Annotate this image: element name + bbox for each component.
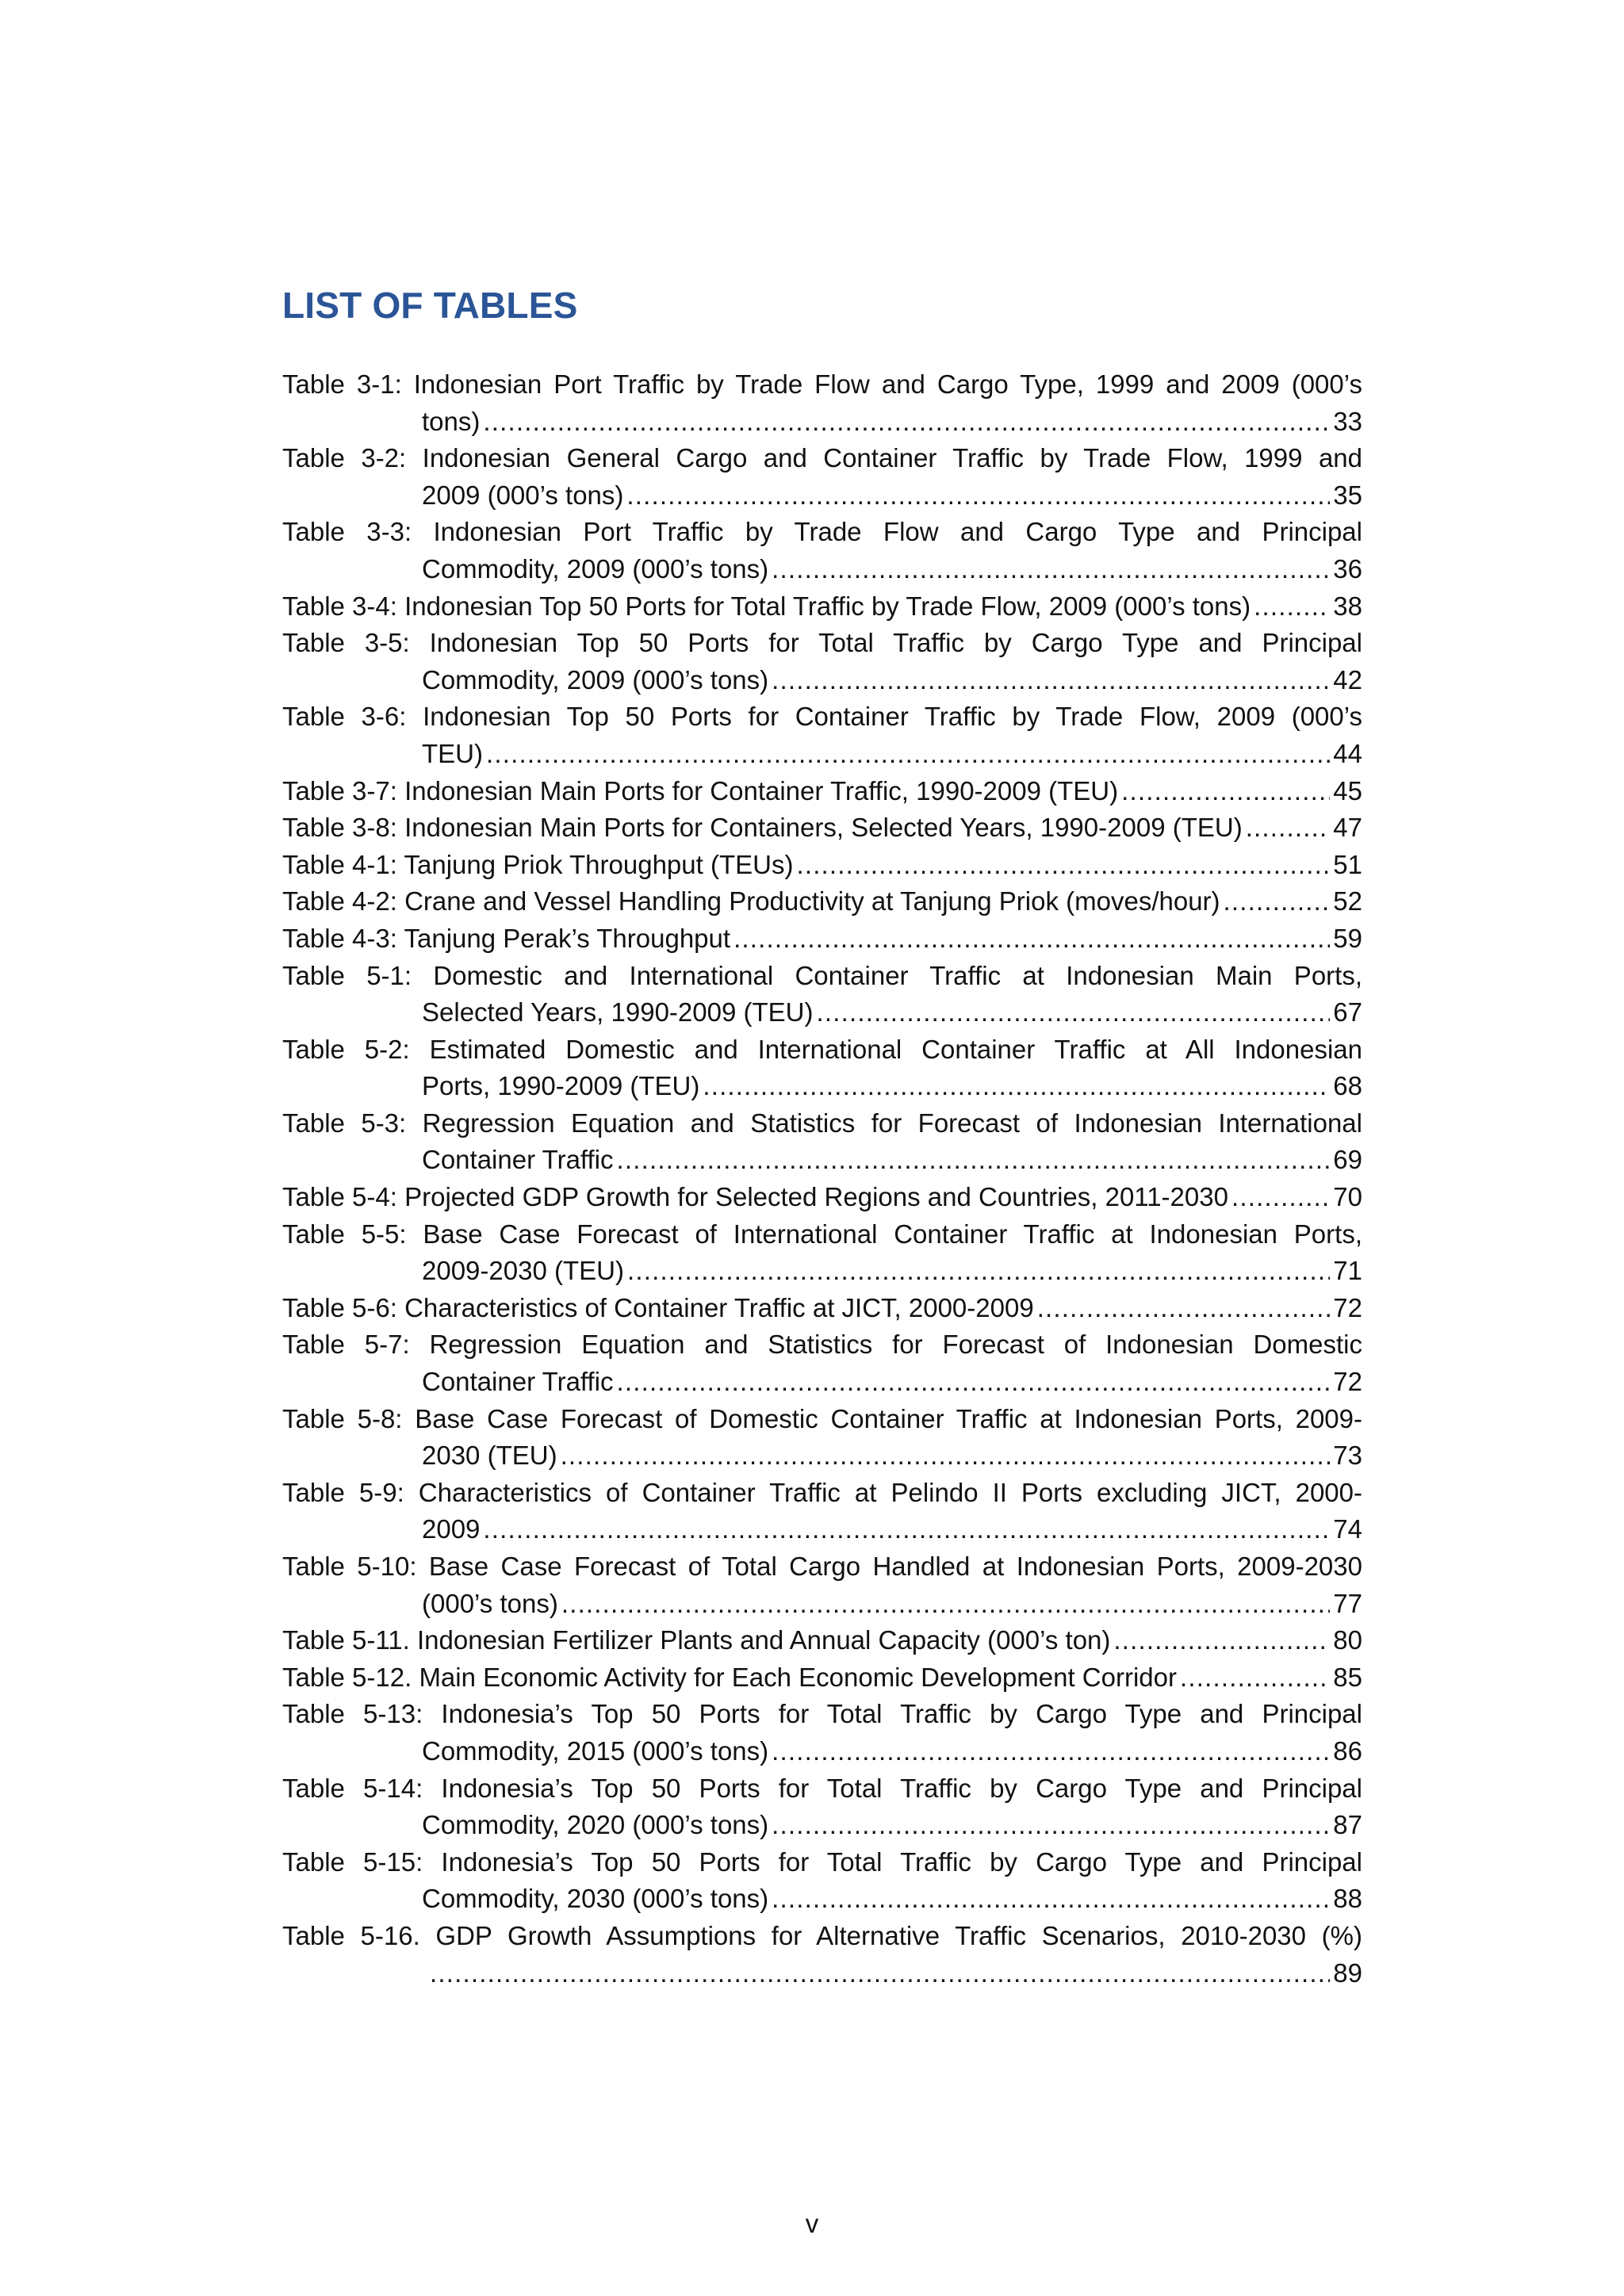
toc-page-number: 68	[1333, 1071, 1362, 1101]
toc-entry-text: Table 4-1: Tanjung Priok Throughput (TEUs)	[282, 849, 794, 879]
toc-entry[interactable]	[282, 1105, 1362, 1179]
toc-entry[interactable]	[282, 809, 1362, 847]
toc-entry-continuation	[282, 1586, 1362, 1623]
toc-page-number: 89	[1333, 1957, 1362, 1988]
toc-entry-line	[282, 847, 1362, 884]
toc-page-number: 71	[1333, 1256, 1362, 1286]
toc-entry-text: tons)	[422, 406, 481, 436]
toc-entry-line	[282, 1326, 1362, 1364]
toc-entry-text: Table 5-1: Domestic and International Container Traffic at Indonesian Main Ports,	[282, 960, 1362, 990]
toc-entry[interactable]	[282, 1475, 1362, 1548]
toc-entry-line	[282, 1548, 1362, 1586]
toc-entry-continuation	[282, 1364, 1362, 1401]
toc-entry-text: TEU)	[422, 738, 483, 768]
toc-entry-text: Selected Years, 1990-2009 (TEU)	[422, 997, 814, 1027]
toc-entry-continuation	[282, 1955, 1362, 1992]
toc-entry-continuation	[282, 1253, 1362, 1290]
dot-leader	[483, 404, 1330, 441]
toc-entry-line	[282, 1770, 1362, 1808]
toc-entry-continuation	[282, 994, 1362, 1031]
toc-entry-text: Table 3-4: Indonesian Top 50 Ports for Total Traffic by Trade Flow, 2009 (000’s tons)	[282, 591, 1251, 621]
toc-entry-line	[282, 773, 1362, 810]
toc-entry-text: Table 5-7: Regression Equation and Statistics for Forecast of Indonesian Domestic	[282, 1330, 1362, 1360]
toc-entry-line	[282, 1659, 1362, 1697]
toc-entry[interactable]	[282, 1216, 1362, 1290]
toc-entry-text: Commodity, 2015 (000’s tons)	[422, 1735, 769, 1766]
toc-page-number: 69	[1333, 1145, 1362, 1175]
toc-entry[interactable]	[282, 1844, 1362, 1918]
toc-page-number: 36	[1333, 553, 1362, 584]
toc-page-number: 35	[1333, 480, 1362, 510]
toc-entry[interactable]	[282, 698, 1362, 772]
toc-entry[interactable]	[282, 625, 1362, 698]
toc-entry-text: Table 5-4: Projected GDP Growth for Selected Regions and Countries, 2011-2030	[282, 1182, 1228, 1212]
dot-leader	[703, 1068, 1330, 1105]
page-number: v	[805, 2209, 819, 2238]
toc-entry[interactable]	[282, 1696, 1362, 1770]
toc-entry-line	[282, 1290, 1362, 1327]
dot-leader	[1231, 1179, 1330, 1216]
toc-entry[interactable]	[282, 1326, 1362, 1400]
dot-leader	[733, 920, 1330, 958]
toc-entry[interactable]	[282, 1622, 1362, 1659]
toc-page-number: 77	[1333, 1588, 1362, 1618]
toc-entry-text: Table 5-16. GDP Growth Assumptions for Alternative Traffic Scenarios, 2010-2030 (%)	[282, 1920, 1362, 1950]
toc-entry-text: Table 5-2: Estimated Domestic and International Container Traffic at All Indonesian	[282, 1034, 1362, 1064]
toc-entry-line	[282, 698, 1362, 736]
toc-entry-text: Table 3-7: Indonesian Main Ports for Container Traffic, 1990-2009 (TEU)	[282, 775, 1119, 806]
toc-entry-line	[282, 514, 1362, 551]
toc-entry-continuation	[282, 1881, 1362, 1918]
toc-entry-text: Table 4-3: Tanjung Perak’s Throughput	[282, 923, 731, 953]
page-title: LIST OF TABLES	[282, 285, 578, 326]
toc-entry-text: 2009 (000’s tons)	[422, 480, 624, 510]
dot-leader	[483, 1511, 1330, 1548]
toc-entry-line	[282, 588, 1362, 626]
toc-page-number: 73	[1333, 1441, 1362, 1471]
dot-leader	[772, 1881, 1330, 1918]
toc-entry-text: Table 5-11. Indonesian Fertilizer Plants and Annual Capacity (000’s ton)	[282, 1625, 1111, 1655]
toc-entry-text: Table 4-2: Crane and Vessel Handling Productivity at Tanjung Priok (moves/hour)	[282, 886, 1220, 916]
toc-entry-continuation	[282, 477, 1362, 515]
toc-entry-text: Table 5-3: Regression Equation and Statistics for Forecast of Indonesian International	[282, 1108, 1362, 1138]
toc-entry-text: Table 3-3: Indonesian Port Traffic by Trade Flow and Cargo Type and Principal	[282, 517, 1362, 547]
toc-entry[interactable]	[282, 1659, 1362, 1697]
toc-entry-text: 2009-2030 (TEU)	[422, 1256, 624, 1286]
toc-entry-text: Ports, 1990-2009 (TEU)	[422, 1071, 700, 1101]
toc-entry-line	[282, 366, 1362, 404]
toc-page-number: 88	[1333, 1884, 1362, 1914]
toc-entry-text: 2009	[422, 1514, 481, 1544]
toc-entry-text: 2030 (TEU)	[422, 1441, 557, 1471]
toc-entry-line	[282, 958, 1362, 995]
toc-page-number: 47	[1333, 813, 1362, 843]
dot-leader	[772, 1807, 1330, 1844]
toc-entry[interactable]	[282, 514, 1362, 587]
toc-entry-continuation	[282, 1142, 1362, 1179]
toc-entry-text: Table 3-1: Indonesian Port Traffic by Trade Flow and Cargo Type, 1999 and 2009 (000’s	[282, 369, 1362, 399]
dot-leader	[430, 1955, 1330, 1992]
toc-page-number: 72	[1333, 1292, 1362, 1322]
toc-entry-line	[282, 1622, 1362, 1659]
toc-entry-line	[282, 1216, 1362, 1253]
toc-entry-text: Table 5-14: Indonesia’s Top 50 Ports for Total Traffic by Cargo Type and Principal	[282, 1773, 1362, 1803]
toc-page-number: 72	[1333, 1367, 1362, 1397]
toc-entry-line	[282, 1844, 1362, 1881]
toc-entry[interactable]	[282, 883, 1362, 920]
dot-leader	[1113, 1622, 1330, 1659]
toc-entry[interactable]	[282, 920, 1362, 958]
toc-entry-line	[282, 883, 1362, 920]
dot-leader	[1037, 1290, 1331, 1327]
toc-entry[interactable]	[282, 1290, 1362, 1327]
toc-page-number: 67	[1333, 997, 1362, 1027]
toc-entry-line	[282, 1031, 1362, 1069]
dot-leader	[796, 847, 1330, 884]
dot-leader	[561, 1586, 1330, 1623]
dot-leader	[627, 1253, 1330, 1290]
toc-entry-text: Table 5-13: Indonesia’s Top 50 Ports for Total Traffic by Cargo Type and Principal	[282, 1699, 1362, 1729]
toc-entry-text: Table 5-5: Base Case Forecast of International Container Traffic at Indonesian Ports,	[282, 1219, 1362, 1249]
toc-entry[interactable]	[282, 1770, 1362, 1844]
toc-entry[interactable]	[282, 1031, 1362, 1105]
toc-page-number: 80	[1333, 1625, 1362, 1655]
toc-entry[interactable]	[282, 1548, 1362, 1622]
toc-page-number: 45	[1333, 775, 1362, 806]
toc-entry-text: Container Traffic	[422, 1367, 614, 1397]
toc-entry[interactable]	[282, 847, 1362, 884]
toc-entry[interactable]	[282, 366, 1362, 440]
toc-entry-text: (000’s tons)	[422, 1588, 558, 1618]
dot-leader	[486, 736, 1330, 773]
toc-entry-text: Commodity, 2020 (000’s tons)	[422, 1810, 769, 1840]
toc-entry-continuation	[282, 551, 1362, 588]
toc-entry-line	[282, 1401, 1362, 1438]
toc-entry-continuation	[282, 736, 1362, 773]
toc-entry-continuation	[282, 662, 1362, 699]
toc-entry-text: Table 5-8: Base Case Forecast of Domestic Container Traffic at Indonesian Ports, 2009-	[282, 1403, 1362, 1433]
toc-page-number: 33	[1333, 406, 1362, 436]
toc-entry-line	[282, 440, 1362, 477]
toc-page-number: 51	[1333, 849, 1362, 879]
toc-entry-text: Table 3-2: Indonesian General Cargo and Container Traffic by Trade Flow, 1999 and	[282, 443, 1362, 473]
toc-entry[interactable]	[282, 1179, 1362, 1216]
toc-entry-text: Commodity, 2009 (000’s tons)	[422, 553, 769, 584]
toc-entry-text: Container Traffic	[422, 1145, 614, 1175]
toc-entry-text: Table 5-15: Indonesia’s Top 50 Ports for Total Traffic by Cargo Type and Principal	[282, 1846, 1362, 1877]
dot-leader	[772, 1733, 1330, 1770]
toc-entry-text: Table 5-6: Characteristics of Container Traffic at JICT, 2000-2009	[282, 1292, 1034, 1322]
toc-entry-text: Table 5-9: Characteristics of Container Traffic at Pelindo II Ports excluding JICT, 2000-	[282, 1477, 1362, 1507]
toc-page-number: 42	[1333, 664, 1362, 695]
toc-page-number: 70	[1333, 1182, 1362, 1212]
toc-entry-continuation	[282, 1511, 1362, 1548]
toc-entry-line	[282, 809, 1362, 847]
dot-leader	[617, 1364, 1331, 1401]
toc-entry-continuation	[282, 1437, 1362, 1475]
dot-leader	[816, 994, 1330, 1031]
dot-leader	[561, 1437, 1331, 1475]
dot-leader	[1246, 809, 1331, 847]
toc-entry[interactable]	[282, 1918, 1362, 1992]
toc-entry-text: Table 3-5: Indonesian Top 50 Ports for Total Traffic by Cargo Type and Principal	[282, 628, 1362, 658]
toc-entry-line	[282, 920, 1362, 958]
toc-entry-continuation	[282, 1807, 1362, 1844]
dot-leader	[1224, 883, 1331, 920]
toc-page-number: 85	[1333, 1662, 1362, 1692]
toc-page-number: 52	[1333, 886, 1362, 916]
toc-entry[interactable]	[282, 1401, 1362, 1475]
toc-entry-text: Table 3-8: Indonesian Main Ports for Containers, Selected Years, 1990-2009 (TEU)	[282, 813, 1243, 843]
toc-entry-continuation	[282, 1733, 1362, 1770]
toc-page-number: 86	[1333, 1735, 1362, 1766]
toc-entry-text: Table 5-10: Base Case Forecast of Total Cargo Handled at Indonesian Ports, 2009-2030	[282, 1552, 1362, 1581]
toc-entry-line	[282, 1696, 1362, 1733]
table-of-contents	[282, 366, 1362, 1992]
toc-page-number: 38	[1333, 591, 1362, 621]
toc-entry-continuation	[282, 1068, 1362, 1105]
dot-leader	[617, 1142, 1331, 1179]
dot-leader	[626, 477, 1330, 515]
toc-entry[interactable]	[282, 588, 1362, 626]
toc-entry-text: Commodity, 2009 (000’s tons)	[422, 664, 769, 695]
dot-leader	[1180, 1659, 1330, 1697]
toc-entry-line	[282, 1105, 1362, 1142]
toc-entry-text: Table 3-6: Indonesian Top 50 Ports for Container Traffic by Trade Flow, 2009 (000’s	[282, 702, 1362, 732]
toc-entry-text: Commodity, 2030 (000’s tons)	[422, 1884, 769, 1914]
dot-leader	[1121, 773, 1330, 810]
toc-entry-text: Table 5-12. Main Economic Activity for Each Economic Development Corridor	[282, 1662, 1177, 1692]
dot-leader	[1254, 588, 1330, 626]
toc-entry-line	[282, 1475, 1362, 1512]
dot-leader	[772, 551, 1330, 588]
toc-entry-line	[282, 1179, 1362, 1216]
toc-page-number: 44	[1333, 738, 1362, 768]
toc-entry-line	[282, 1918, 1362, 1955]
toc-entry-line	[282, 625, 1362, 662]
toc-page-number: 74	[1333, 1514, 1362, 1544]
toc-page-number: 59	[1333, 923, 1362, 953]
toc-page-number: 87	[1333, 1810, 1362, 1840]
toc-entry[interactable]	[282, 440, 1362, 514]
dot-leader	[772, 662, 1330, 699]
toc-entry-continuation	[282, 404, 1362, 441]
toc-entry[interactable]	[282, 773, 1362, 810]
toc-entry[interactable]	[282, 958, 1362, 1031]
